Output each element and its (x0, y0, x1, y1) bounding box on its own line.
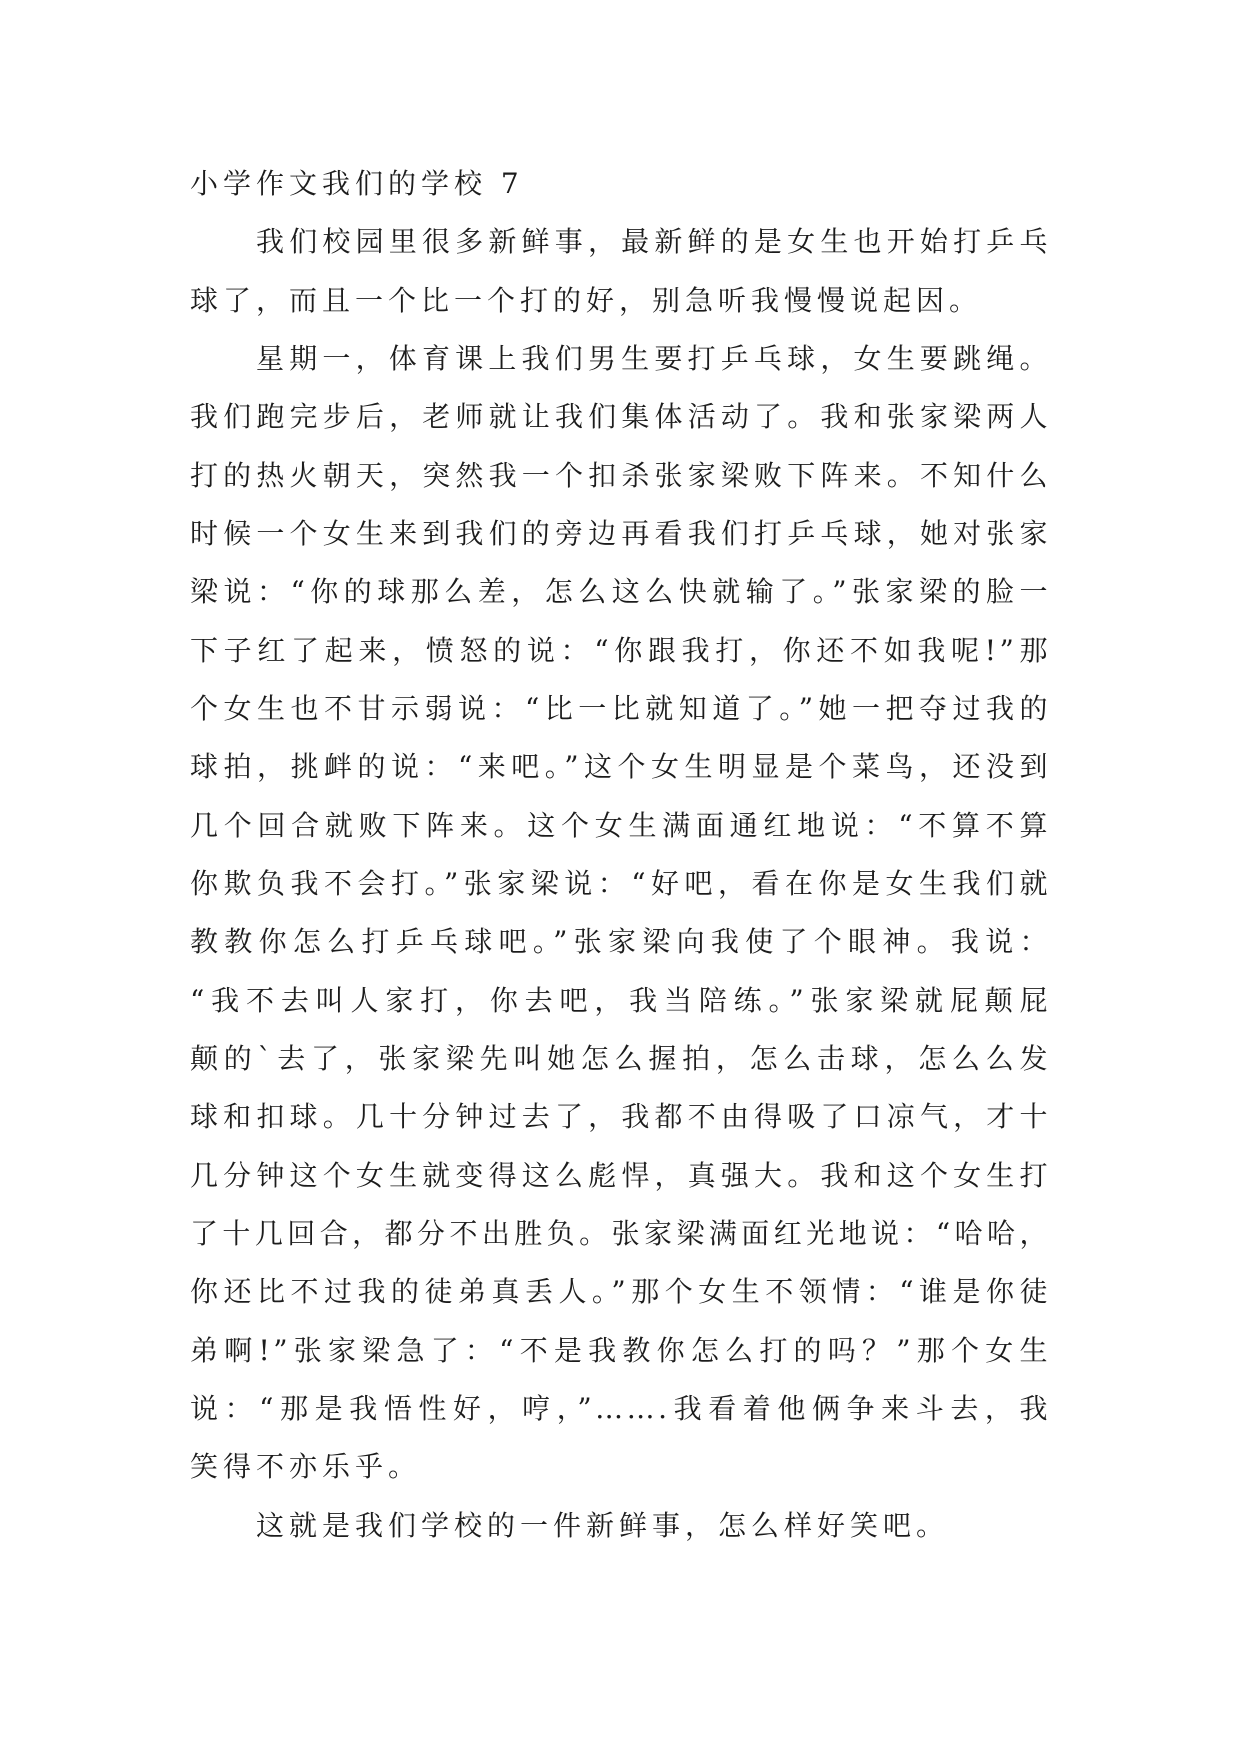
paragraph-line: 了十几回合，都分不出胜负。张家梁满面红光地说：“哈哈， (190, 1216, 1051, 1250)
paragraph-line: 球了，而且一个比一个打的好，别急听我慢慢说起因。 (190, 283, 983, 317)
paragraph-line: 弟啊!”张家梁急了：“不是我教你怎么打的吗？”那个女生 (190, 1333, 1051, 1367)
paragraph-line: 打的热火朝天，突然我一个扣杀张家梁败下阵来。不知什么 (190, 458, 1051, 492)
paragraph-line: 星期一，体育课上我们男生要打乒乓球，女生要跳绳。 (256, 341, 1051, 375)
paragraph-line: 教教你怎么打乒乓球吧。”张家梁向我使了个眼神。我说： (190, 925, 1051, 959)
paragraph-line: “我不去叫人家打，你去吧，我当陪练。”张家梁就屁颠屁 (190, 983, 1051, 1017)
paragraph-3 (190, 1497, 1051, 1555)
paragraph-line: 我们校园里很多新鲜事，最新鲜的是女生也开始打乒乓 (256, 225, 1051, 259)
paragraph-line: 个女生也不甘示弱说：“比一比就知道了。”她一把夺过我的 (190, 691, 1051, 725)
paragraph-line: 我们跑完步后，老师就让我们集体活动了。我和张家梁两人 (190, 400, 1051, 434)
paragraph-line: 几个回合就败下阵来。这个女生满面通红地说：“不算不算 (190, 808, 1051, 842)
paragraph-line: 这就是我们学校的一件新鲜事，怎么样好笑吧。 (256, 1508, 950, 1542)
paragraph-line: 梁说：“你的球那么差，怎么这么快就输了。”张家梁的脸一 (190, 575, 1051, 609)
paragraph-line: 你欺负我不会打。”张家梁说：“好吧，看在你是女生我们就 (190, 866, 1051, 900)
paragraph-line: 下子红了起来，愤怒的说：“你跟我打，你还不如我呢!”那 (190, 633, 1051, 667)
paragraph-line: 笑得不亦乐乎。 (190, 1450, 422, 1484)
paragraph-line: 颠的`去了，张家梁先叫她怎么握拍，怎么击球，怎么么发 (190, 1041, 1051, 1075)
paragraph-2 (190, 330, 1051, 1497)
paragraph-line: 球和扣球。几十分钟过去了，我都不由得吸了口凉气，才十 (190, 1100, 1051, 1134)
paragraph-line: 你还比不过我的徒弟真丢人。”那个女生不领情：“谁是你徒 (190, 1275, 1051, 1309)
paragraph-1 (190, 213, 1051, 330)
paragraph-line: 说：“那是我悟性好，哼，”…….我看着他俩争来斗去，我 (190, 1391, 1051, 1425)
essay-body (190, 155, 1051, 1555)
essay-title: 小学作文我们的学校 7 (190, 167, 524, 200)
paragraph-line: 球拍，挑衅的说：“来吧。”这个女生明显是个菜鸟，还没到 (190, 750, 1051, 784)
paragraph-line: 时候一个女生来到我们的旁边再看我们打乒乓球，她对张家 (190, 516, 1051, 550)
paragraph-line: 几分钟这个女生就变得这么彪悍，真强大。我和这个女生打 (190, 1158, 1051, 1192)
